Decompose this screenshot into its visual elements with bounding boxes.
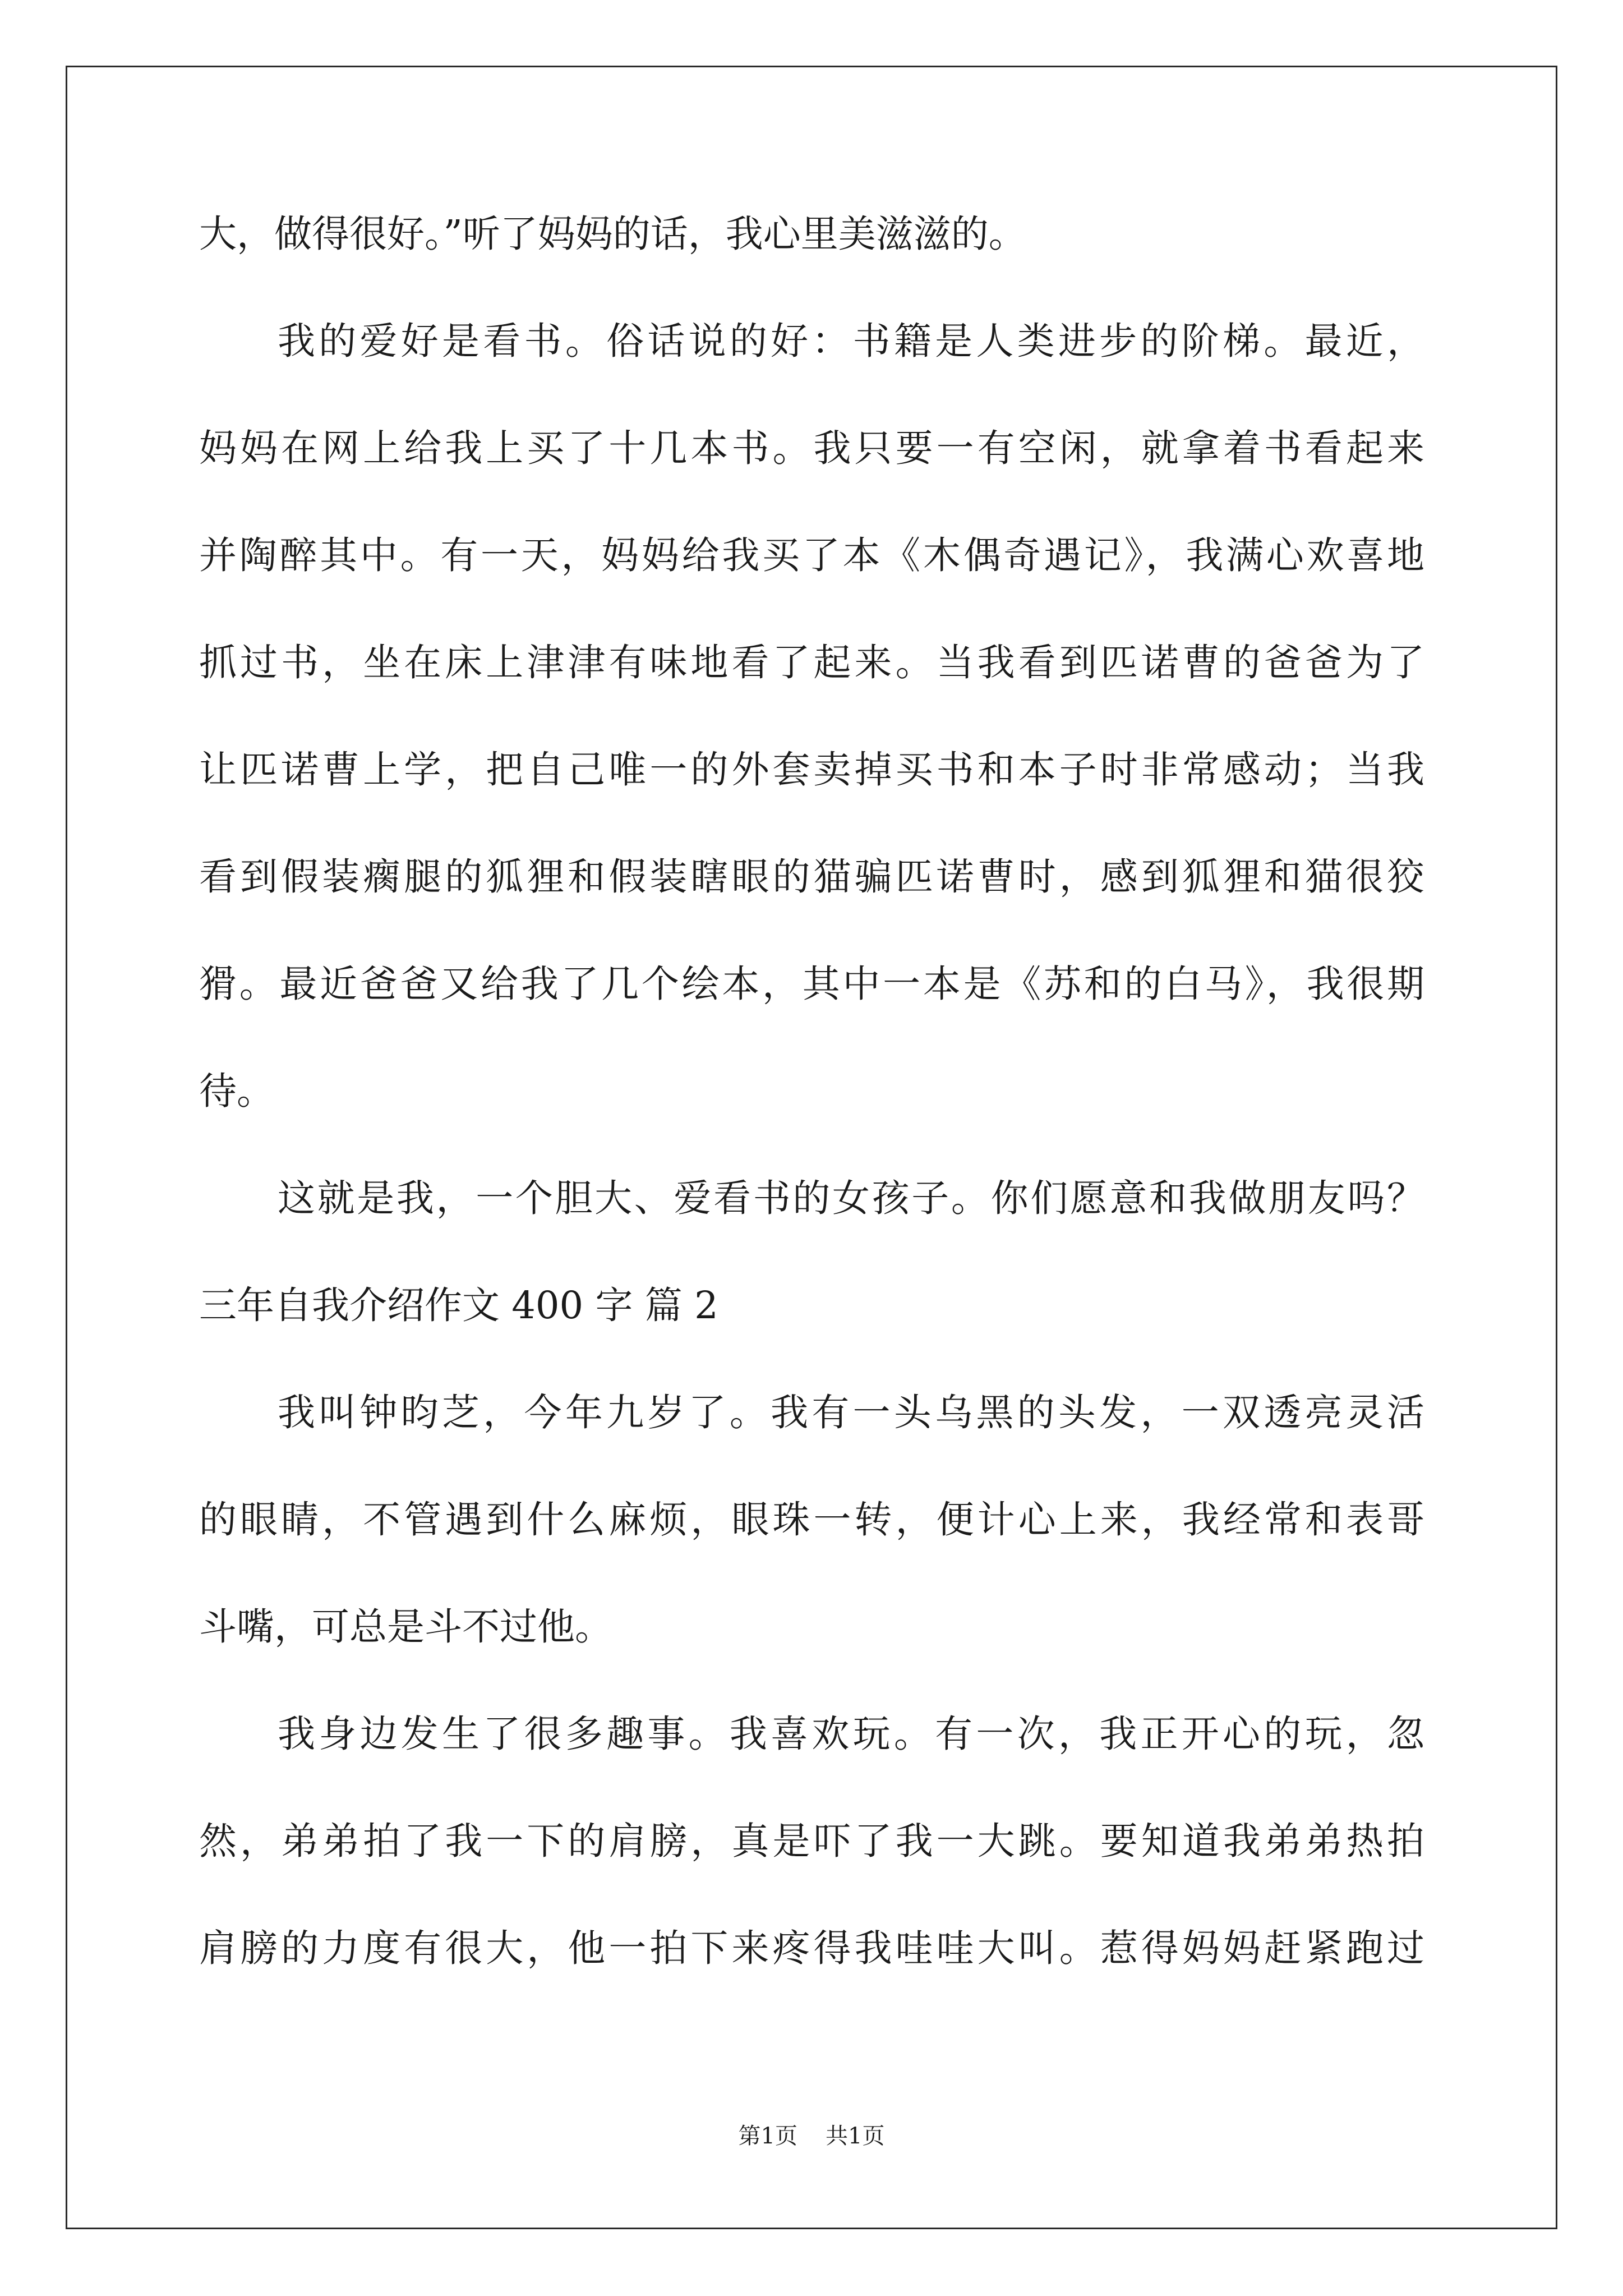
text-line-7: 看到假装瘸腿的狐狸和假装瞎眼的猫骗匹诺曹时，感到狐狸和猫很狡 xyxy=(199,855,1424,899)
text-line-16: 然，弟弟拍了我一下的肩膀，真是吓了我一大跳。要知道我弟弟热拍 xyxy=(199,1819,1424,1863)
text-line-6: 让匹诺曹上学，把自己唯一的外套卖掉买书和本子时非常感动；当我 xyxy=(199,748,1424,792)
page-number: 第1页 xyxy=(738,2123,797,2149)
text-line-1: 大，做得很好。”听了妈妈的话，我心里美滋滋的。 xyxy=(199,212,1026,256)
page-total: 共1页 xyxy=(826,2123,885,2149)
text-line-8: 猾。最近爸爸又给我了几个绘本，其中一本是《苏和的白马》，我很期 xyxy=(199,962,1424,1006)
text-line-5: 抓过书，坐在床上津津有味地看了起来。当我看到匹诺曹的爸爸为了 xyxy=(199,641,1424,684)
text-line-10: 这就是我，一个胆大、爱看书的女孩子。你们愿意和我做朋友吗？ xyxy=(278,1176,1424,1220)
text-line-9: 待。 xyxy=(199,1069,274,1113)
text-line-14: 斗嘴，可总是斗不过他。 xyxy=(199,1605,612,1649)
text-line-2: 我的爱好是看书。俗话说的好：书籍是人类进步的阶梯。最近， xyxy=(278,319,1424,363)
text-line-17: 肩膀的力度有很大，他一拍下来疼得我哇哇大叫。惹得妈妈赶紧跑过 xyxy=(199,1926,1424,1970)
section-heading: 三年自我介绍作文 400 字 篇 2 xyxy=(199,1283,718,1327)
text-line-12: 我叫钟昀芝，今年九岁了。我有一头乌黑的头发，一双透亮灵活 xyxy=(278,1391,1424,1434)
text-line-3: 妈妈在网上给我上买了十几本书。我只要一有空闲，就拿着书看起来 xyxy=(199,426,1424,470)
text-line-15: 我身边发生了很多趣事。我喜欢玩。有一次，我正开心的玩，忽 xyxy=(278,1712,1424,1756)
text-line-4: 并陶醉其中。有一天，妈妈给我买了本《木偶奇遇记》，我满心欢喜地 xyxy=(199,533,1424,577)
document-body xyxy=(199,208,1424,2029)
page-footer xyxy=(0,2122,1623,2150)
text-line-13: 的眼睛，不管遇到什么麻烦，眼珠一转，便计心上来，我经常和表哥 xyxy=(199,1498,1424,1542)
